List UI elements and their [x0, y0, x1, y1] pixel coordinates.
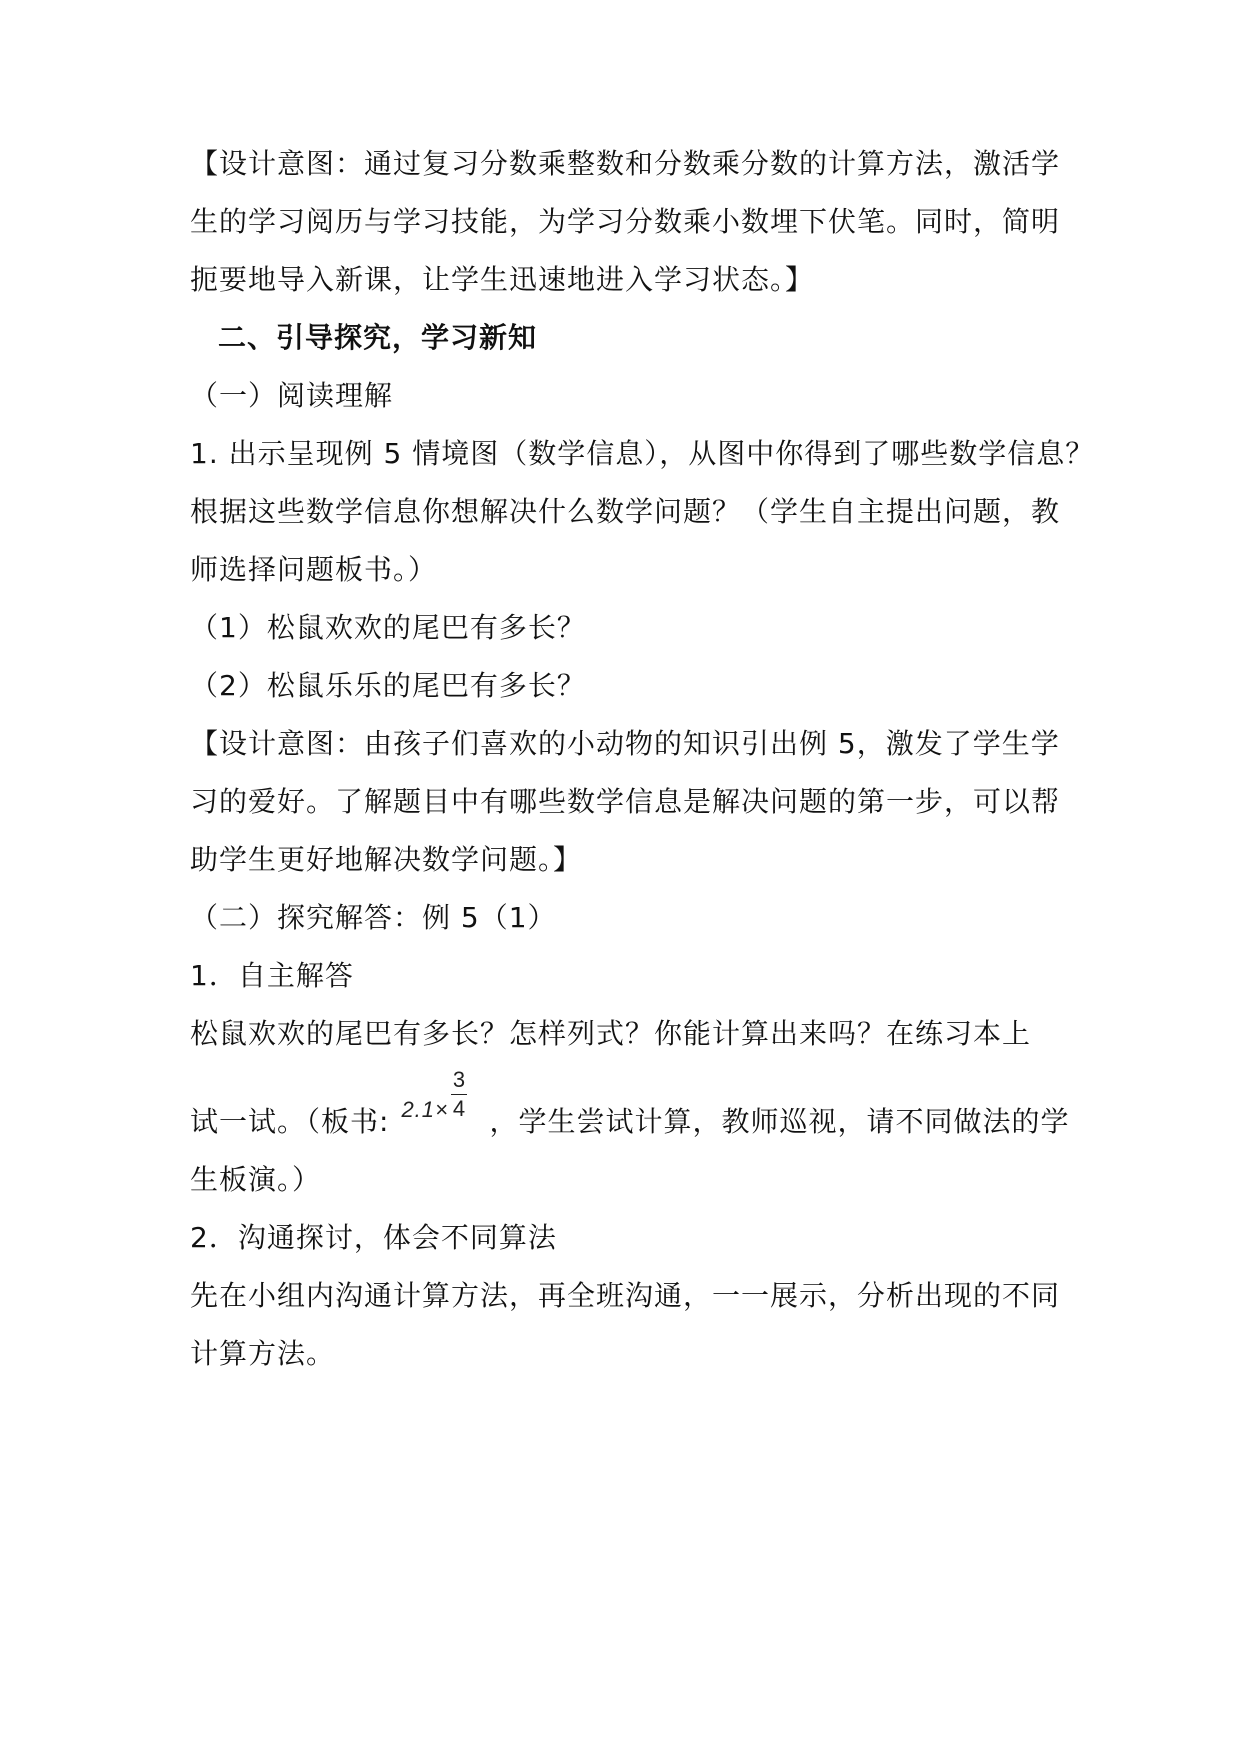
- design-intent-2-line-3: 助学生更好地解决数学问题。】: [190, 843, 583, 876]
- fraction-numerator: 3: [452, 1067, 467, 1092]
- section-heading-2: 二、引导探究，学习新知: [218, 321, 538, 354]
- discuss-line-1: 先在小组内沟通计算方法，再全班沟通，一一展示，分析出现的不同: [190, 1279, 1061, 1312]
- design-intent-1-line-1: 【设计意图：通过复习分数乘整数和分数乘分数的计算方法，激活学: [190, 147, 1061, 180]
- fraction-bar: [451, 1094, 467, 1095]
- design-intent-2-line-1: 【设计意图：由孩子们喜欢的小动物的知识引出例 5，激发了学生学: [190, 727, 1060, 760]
- design-intent-2-line-2: 习的爱好。了解题目中有哪些数学信息是解决问题的第一步，可以帮: [190, 785, 1061, 818]
- formula-image: [389, 1067, 489, 1142]
- task-line-2-after: ，学生尝试计算，教师巡视，请不同做法的学: [489, 1105, 1070, 1138]
- task-line-2-with-formula: [190, 1067, 1070, 1142]
- subsection-heading-1: （一）阅读理解: [190, 379, 394, 412]
- step-heading-independent: 1．自主解答: [190, 959, 354, 992]
- task-line-3: 生板演。）: [190, 1163, 322, 1196]
- step-1-line-2: 根据这些数学信息你想解决什么数学问题？（学生自主提出问题，教: [190, 495, 1061, 528]
- task-line-2-before: 试一试。（板书:: [190, 1105, 390, 1138]
- step-1-line-3: 师选择问题板书。）: [190, 553, 438, 586]
- step-heading-discuss: 2．沟通探讨，体会不同算法: [190, 1221, 557, 1254]
- design-intent-1-line-2: 生的学习阅历与学习技能，为学习分数乘小数埋下伏笔。同时，简明: [190, 205, 1061, 238]
- fraction-denominator: 4: [452, 1096, 467, 1121]
- question-2: （2）松鼠乐乐的尾巴有多长？: [190, 669, 586, 702]
- discuss-line-2: 计算方法。: [190, 1337, 336, 1370]
- task-line-1: 松鼠欢欢的尾巴有多长？怎样列式？你能计算出来吗？在练习本上: [190, 1017, 1032, 1050]
- design-intent-1-line-3: 扼要地导入新课，让学生迅速地进入学习状态。】: [190, 263, 815, 296]
- formula-prefix: 2.1×: [401, 1097, 449, 1122]
- step-1-line-1: 1. 出示呈现例 5 情境图（数学信息），从图中你得到了哪些数学信息？: [190, 437, 1095, 470]
- subsection-heading-2: （二）探究解答：例 5（1）: [190, 901, 557, 934]
- question-1: （1）松鼠欢欢的尾巴有多长？: [190, 611, 586, 644]
- fraction-three-quarters: [451, 1068, 467, 1121]
